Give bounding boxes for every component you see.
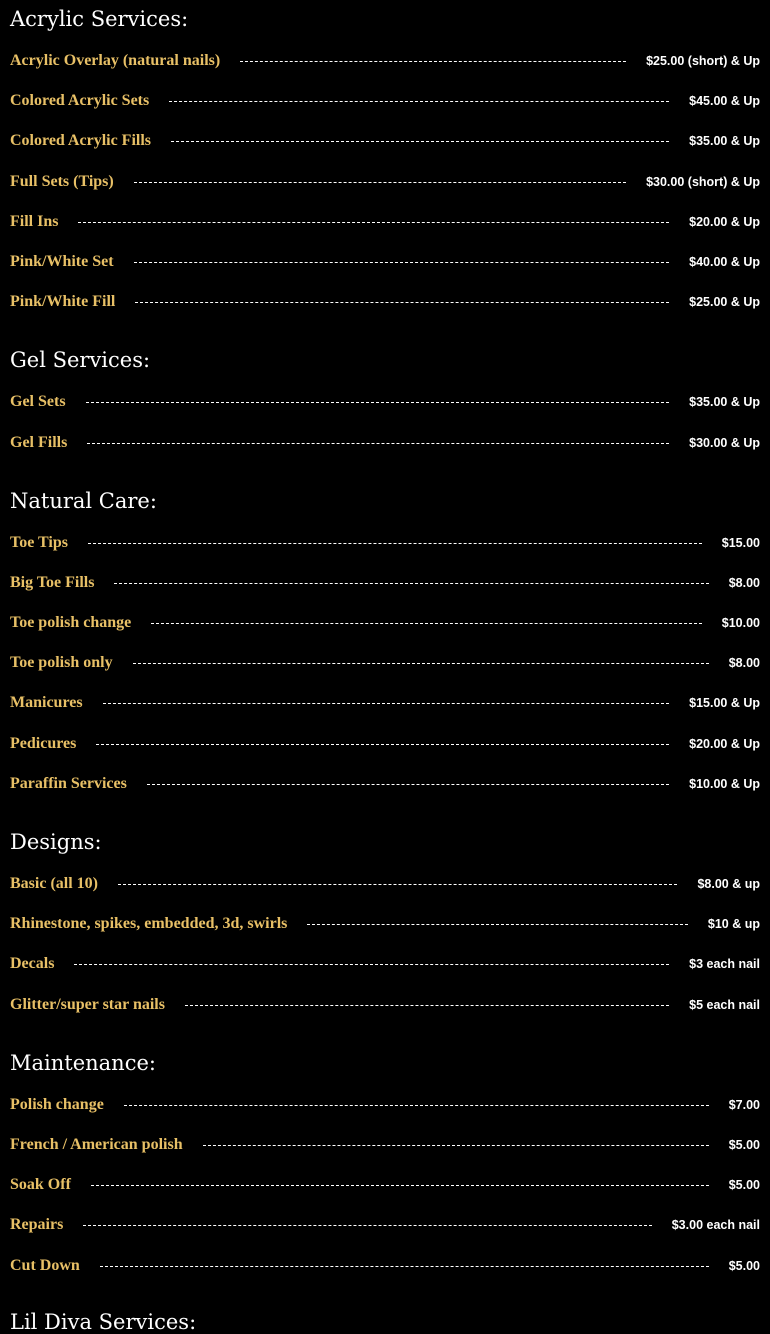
dotted-leader — [147, 784, 669, 785]
service-item — [10, 995, 760, 1015]
service-price: $20.00 & Up — [689, 737, 760, 751]
service-price: $10.00 — [721, 616, 760, 630]
service-price: $30.00 & Up — [689, 436, 760, 450]
service-name: Big Toe Fills — [10, 574, 95, 591]
service-item — [10, 533, 760, 553]
service-price: $10 & up — [707, 917, 760, 931]
service-name: Basic (all 10) — [10, 875, 98, 892]
dotted-leader — [169, 101, 669, 102]
dotted-leader — [91, 1185, 709, 1186]
dotted-leader — [134, 262, 670, 263]
service-name: Gel Fills — [10, 434, 68, 451]
service-name: Paraffin Services — [10, 775, 127, 792]
dotted-leader — [103, 703, 670, 704]
service-name: Cut Down — [10, 1257, 80, 1274]
dotted-leader — [96, 744, 669, 745]
service-item — [10, 573, 760, 593]
section-title-natural-care: Natural Care: — [10, 489, 157, 513]
service-item — [10, 212, 760, 232]
section-title-maintenance: Maintenance: — [10, 1051, 156, 1075]
dotted-leader — [151, 623, 702, 624]
service-price: $15.00 — [721, 536, 760, 550]
dotted-leader — [86, 402, 670, 403]
service-item — [10, 392, 760, 412]
service-item — [10, 172, 760, 192]
dotted-leader — [307, 924, 688, 925]
service-item — [10, 1095, 760, 1115]
service-name: Gel Sets — [10, 393, 66, 410]
dotted-leader — [185, 1005, 669, 1006]
service-item — [10, 653, 760, 673]
dotted-leader — [87, 443, 669, 444]
dotted-leader — [114, 583, 708, 584]
service-item — [10, 693, 760, 713]
service-price: $45.00 & Up — [689, 94, 760, 108]
service-price: $8.00 — [728, 576, 760, 590]
dotted-leader — [124, 1105, 709, 1106]
service-item — [10, 91, 760, 111]
service-item — [10, 51, 760, 71]
section-title-gel: Gel Services: — [10, 348, 151, 372]
service-price: $5 each nail — [689, 998, 760, 1012]
service-item — [10, 954, 760, 974]
service-name: Full Sets (Tips) — [10, 173, 114, 190]
service-item — [10, 252, 760, 272]
dotted-leader — [74, 964, 669, 965]
service-price: $35.00 & Up — [689, 134, 760, 148]
service-price: $40.00 & Up — [689, 255, 760, 269]
service-item — [10, 131, 760, 151]
service-price: $25.00 & Up — [689, 295, 760, 309]
dotted-leader — [203, 1145, 709, 1146]
service-item — [10, 1175, 760, 1195]
service-item — [10, 1256, 760, 1276]
section-title-lil-diva: Lil Diva Services: — [10, 1310, 197, 1334]
service-item — [10, 734, 760, 754]
service-item — [10, 874, 760, 894]
service-price: $5.00 — [728, 1178, 760, 1192]
dotted-leader — [100, 1266, 709, 1267]
dotted-leader — [78, 222, 669, 223]
service-price: $5.00 — [728, 1138, 760, 1152]
service-price: $30.00 (short) & Up — [646, 175, 760, 189]
service-price: $8.00 — [728, 656, 760, 670]
service-item — [10, 914, 760, 934]
service-name: Colored Acrylic Fills — [10, 132, 152, 149]
dotted-leader — [83, 1225, 651, 1226]
service-name: Rhinestone, spikes, embedded, 3d, swirls — [10, 915, 288, 932]
service-price: $3.00 each nail — [671, 1218, 760, 1232]
dotted-leader — [134, 182, 626, 183]
dotted-leader — [133, 663, 709, 664]
service-name: Pink/White Fill — [10, 293, 116, 310]
service-name: Pedicures — [10, 735, 77, 752]
service-name: Repairs — [10, 1216, 64, 1233]
service-price: $25.00 (short) & Up — [646, 54, 760, 68]
service-name: Toe polish change — [10, 614, 132, 631]
service-price: $5.00 — [728, 1259, 760, 1273]
service-price: $20.00 & Up — [689, 215, 760, 229]
dotted-leader — [240, 61, 626, 62]
service-name: Decals — [10, 955, 55, 972]
service-name: French / American polish — [10, 1136, 183, 1153]
service-name: Manicures — [10, 694, 83, 711]
service-name: Toe Tips — [10, 534, 68, 551]
service-name: Colored Acrylic Sets — [10, 92, 150, 109]
service-price: $10.00 & Up — [689, 777, 760, 791]
section-title-designs: Designs: — [10, 830, 102, 854]
service-item — [10, 774, 760, 794]
dotted-leader — [135, 302, 669, 303]
dotted-leader — [171, 141, 669, 142]
service-name: Polish change — [10, 1096, 104, 1113]
service-price: $7.00 — [728, 1098, 760, 1112]
service-name: Pink/White Set — [10, 253, 114, 270]
section-title-acrylic: Acrylic Services: — [10, 7, 189, 31]
service-name: Acrylic Overlay (natural nails) — [10, 52, 221, 69]
service-price: $8.00 & up — [697, 877, 760, 891]
service-price: $3 each nail — [689, 957, 760, 971]
service-name: Toe polish only — [10, 654, 113, 671]
service-item — [10, 433, 760, 453]
dotted-leader — [118, 884, 677, 885]
service-item — [10, 613, 760, 633]
service-name: Soak Off — [10, 1176, 71, 1193]
service-item — [10, 292, 760, 312]
dotted-leader — [88, 543, 702, 544]
service-name: Fill Ins — [10, 213, 59, 230]
service-price: $15.00 & Up — [689, 696, 760, 710]
service-item — [10, 1135, 760, 1155]
service-price: $35.00 & Up — [689, 395, 760, 409]
service-name: Glitter/super star nails — [10, 996, 165, 1013]
service-item — [10, 1215, 760, 1235]
